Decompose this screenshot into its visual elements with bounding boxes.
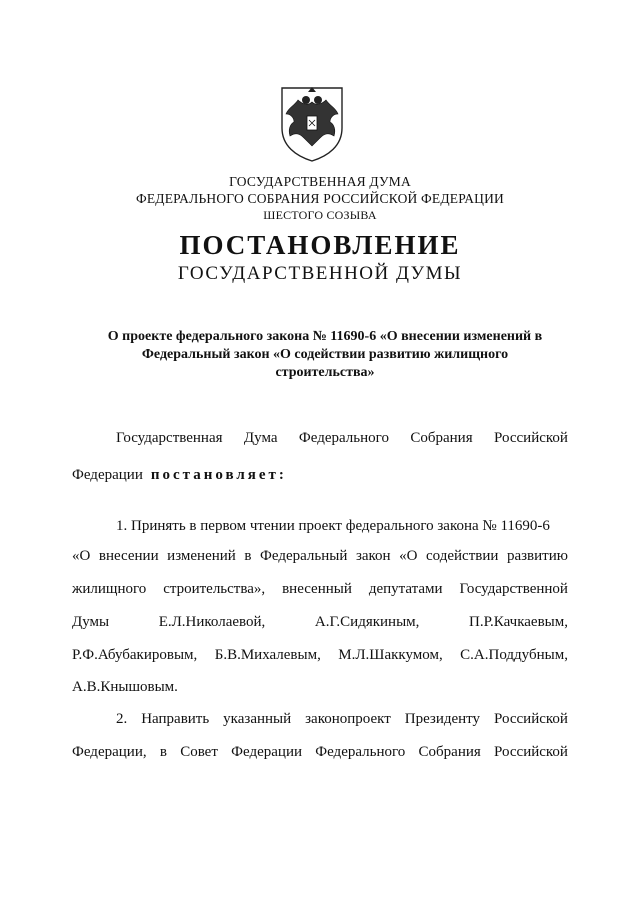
word: жилищного bbox=[72, 581, 147, 597]
document-subtitle: ГОСУДАРСТВЕННОЙ ДУМЫ bbox=[177, 263, 463, 284]
preamble-line-1 bbox=[72, 430, 568, 447]
word: С.А.Поддубным, bbox=[460, 647, 568, 663]
word: внесенный bbox=[282, 581, 352, 597]
word: Государственная bbox=[116, 430, 223, 446]
word: развитию bbox=[506, 548, 568, 564]
word: строительства», bbox=[163, 581, 266, 597]
item1-line-5 bbox=[72, 647, 568, 664]
word: «О bbox=[399, 548, 418, 564]
line-text: А.В.Кнышовым. bbox=[72, 679, 178, 695]
word: Государственной bbox=[459, 581, 568, 597]
item1-line-4 bbox=[72, 614, 568, 631]
word: Думы bbox=[72, 614, 110, 630]
item1-line-6 bbox=[72, 679, 568, 696]
word: Собрания bbox=[410, 430, 473, 446]
word: Федерального bbox=[315, 744, 406, 760]
item2-line-2 bbox=[72, 744, 568, 761]
word: Федеральный bbox=[260, 548, 348, 564]
word: П.Р.Качкаевым, bbox=[468, 614, 568, 630]
item1-line-3 bbox=[72, 581, 568, 598]
word: Е.Л.Николаевой, bbox=[158, 614, 266, 630]
word: изменений bbox=[167, 548, 236, 564]
coat-of-arms-icon bbox=[272, 84, 352, 164]
header-convocation: ШЕСТОГО СОЗЫВА bbox=[263, 208, 377, 222]
word: М.Л.Шаккумом, bbox=[338, 647, 443, 663]
resolution-verb: постановляет: bbox=[150, 467, 287, 483]
word: Совет bbox=[180, 744, 218, 760]
document-subject bbox=[70, 328, 580, 382]
word: законопроект bbox=[305, 711, 391, 727]
word: Российской bbox=[494, 744, 568, 760]
line-text: 1. Принять в первом чтении проект федерального закона № 11690-6 bbox=[116, 518, 550, 534]
header-org-line-1: ГОСУДАРСТВЕННАЯ ДУМА bbox=[229, 174, 411, 189]
word: депутатами bbox=[368, 581, 443, 597]
word: Собрания bbox=[418, 744, 481, 760]
word: Направить bbox=[141, 711, 210, 727]
word: Федерального bbox=[298, 430, 389, 446]
word: закон bbox=[355, 548, 391, 564]
item1-line-1 bbox=[72, 518, 568, 535]
word: «О bbox=[72, 548, 91, 564]
word: Российской bbox=[494, 711, 568, 727]
word: указанный bbox=[223, 711, 292, 727]
word: Б.В.Михалевым, bbox=[214, 647, 321, 663]
word: Российской bbox=[494, 430, 568, 446]
word: внесении bbox=[98, 548, 159, 564]
word: в bbox=[244, 548, 252, 564]
word: содействии bbox=[426, 548, 499, 564]
word: А.Г.Сидякиным, bbox=[314, 614, 420, 630]
subject-line: строительства» bbox=[275, 365, 375, 380]
word: Дума bbox=[243, 430, 278, 446]
word: Президенту bbox=[404, 711, 481, 727]
document-title: ПОСТАНОВЛЕНИЕ bbox=[179, 230, 461, 260]
subject-line: Федеральный закон «О содействии развитию жилищного bbox=[141, 347, 509, 362]
subject-line: О проекте федерального закона № 11690-6 «О внесении изменений в bbox=[107, 329, 543, 344]
preamble-line-2 bbox=[72, 467, 568, 484]
word: 2. bbox=[116, 711, 128, 727]
word: Федерации, bbox=[72, 744, 147, 760]
word: Федерации bbox=[72, 467, 143, 483]
word: Р.Ф.Абубакировым, bbox=[72, 647, 198, 663]
header-org-line-2: ФЕДЕРАЛЬНОГО СОБРАНИЯ РОССИЙСКОЙ ФЕДЕРАЦИИ bbox=[136, 191, 504, 206]
word: в bbox=[159, 744, 167, 760]
item1-line-2 bbox=[72, 548, 568, 565]
word: Федерации bbox=[231, 744, 302, 760]
item2-line-1 bbox=[72, 711, 568, 728]
